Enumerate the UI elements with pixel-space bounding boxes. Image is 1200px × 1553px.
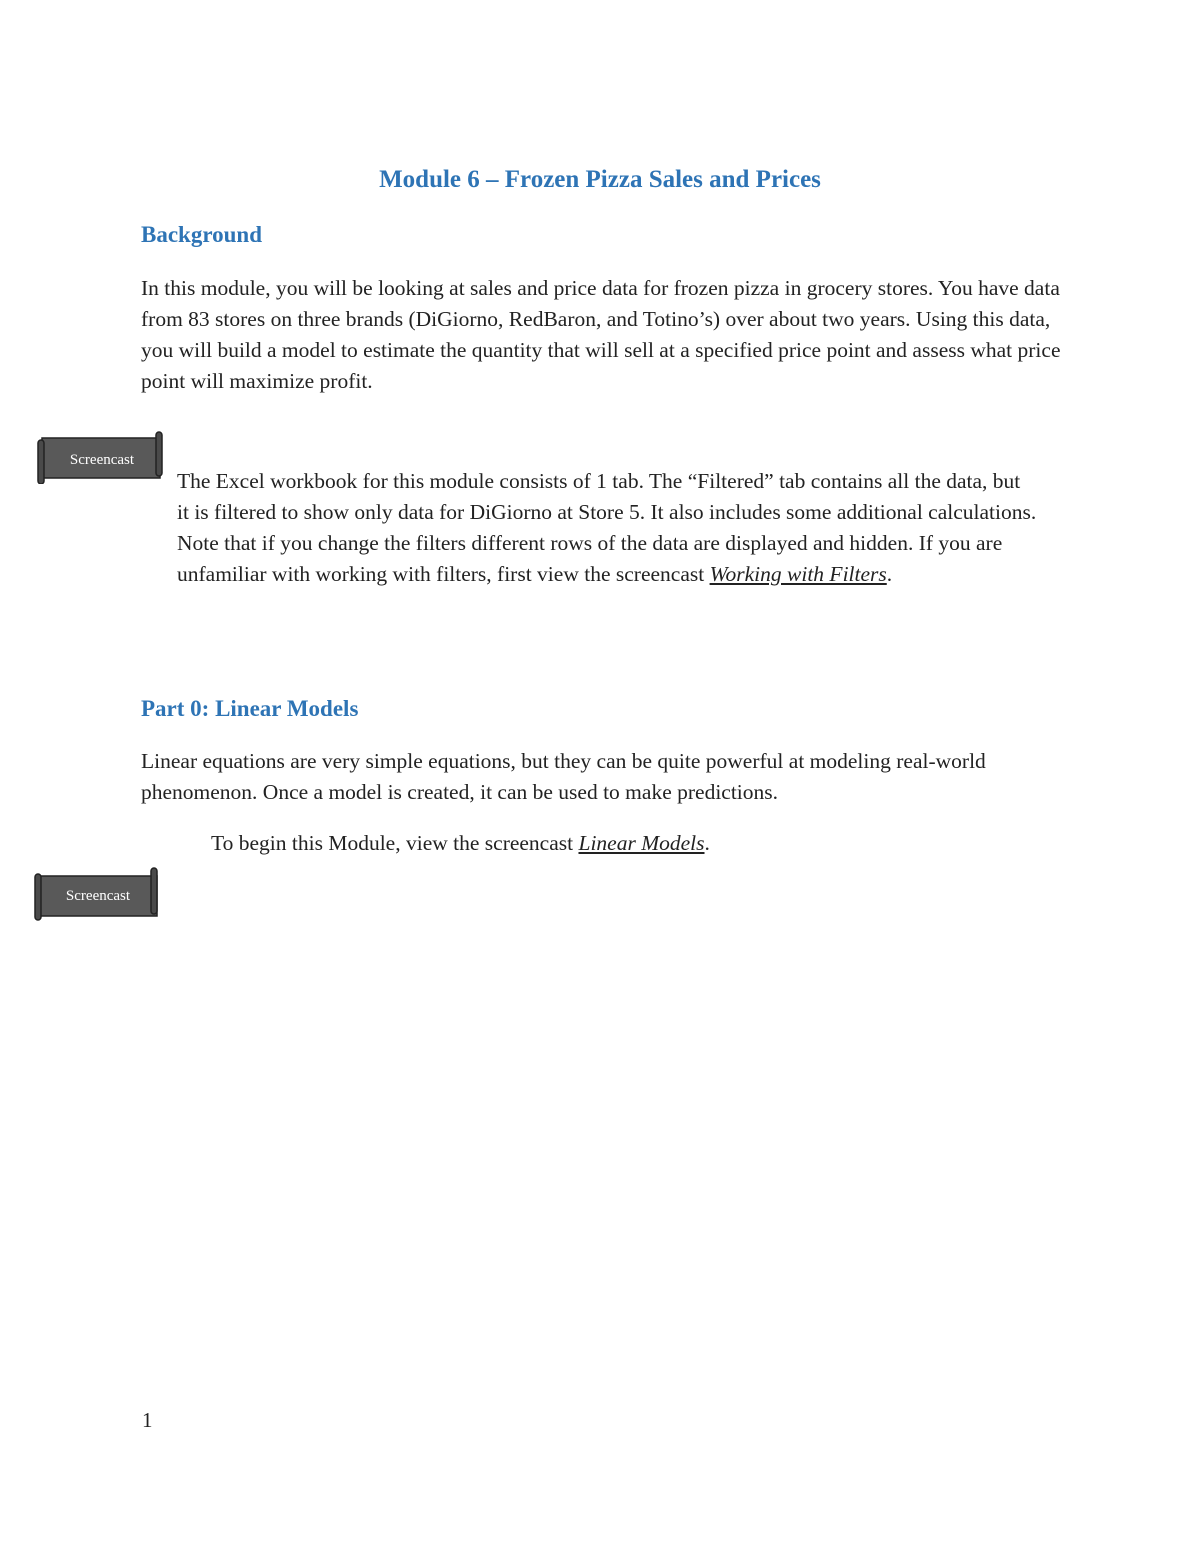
- part0-paragraph: Linear equations are very simple equations, but they can be quite powerful at modeling real-world phenomenon. Once a model is created, it can be used to make predictions.: [141, 749, 986, 804]
- page-number: 1: [142, 1408, 153, 1432]
- scroll-banner-icon: [33, 866, 161, 922]
- part0-heading: Part 0: Linear Models: [141, 696, 359, 721]
- screencast-label: Screencast: [65, 888, 131, 904]
- working-with-filters-link[interactable]: Working with Filters: [709, 562, 887, 586]
- workbook-text: The Excel workbook for this module consists of 1 tab. The “Filtered” tab contains all the data, but it is filtered to show only data for DiGiorno at Store 5. It also includes some additional calculations. Note that if you change the filters different rows of the data are displayed and hidden. If you are unfamiliar with working with filters, first view the screencast: [177, 469, 1037, 586]
- background-paragraph: In this module, you will be looking at sales and price data for frozen pizza in grocery stores. You have data from 83 stores on three brands (DiGiorno, RedBaron, and Totino’s) over about two years. Using this data, you will build a model to estimate the quantity that will sell at a specified price point and assess what price point will maximize profit.: [141, 276, 1061, 393]
- screencast-label: Screencast: [69, 452, 135, 468]
- background-heading: Background: [141, 222, 263, 247]
- scroll-banner-icon: [36, 430, 164, 484]
- page-title: Module 6 – Frozen Pizza Sales and Prices: [379, 166, 821, 193]
- begin-paragraph: [211, 828, 1011, 859]
- linear-models-link[interactable]: Linear Models: [578, 831, 705, 855]
- screencast-button-linear-models[interactable]: [33, 866, 161, 920]
- workbook-end: .: [886, 562, 893, 586]
- begin-text: To begin this Module, view the screencast: [211, 831, 579, 855]
- begin-end: .: [704, 831, 710, 855]
- workbook-paragraph: [177, 466, 1037, 590]
- screencast-button-filters[interactable]: [36, 430, 164, 484]
